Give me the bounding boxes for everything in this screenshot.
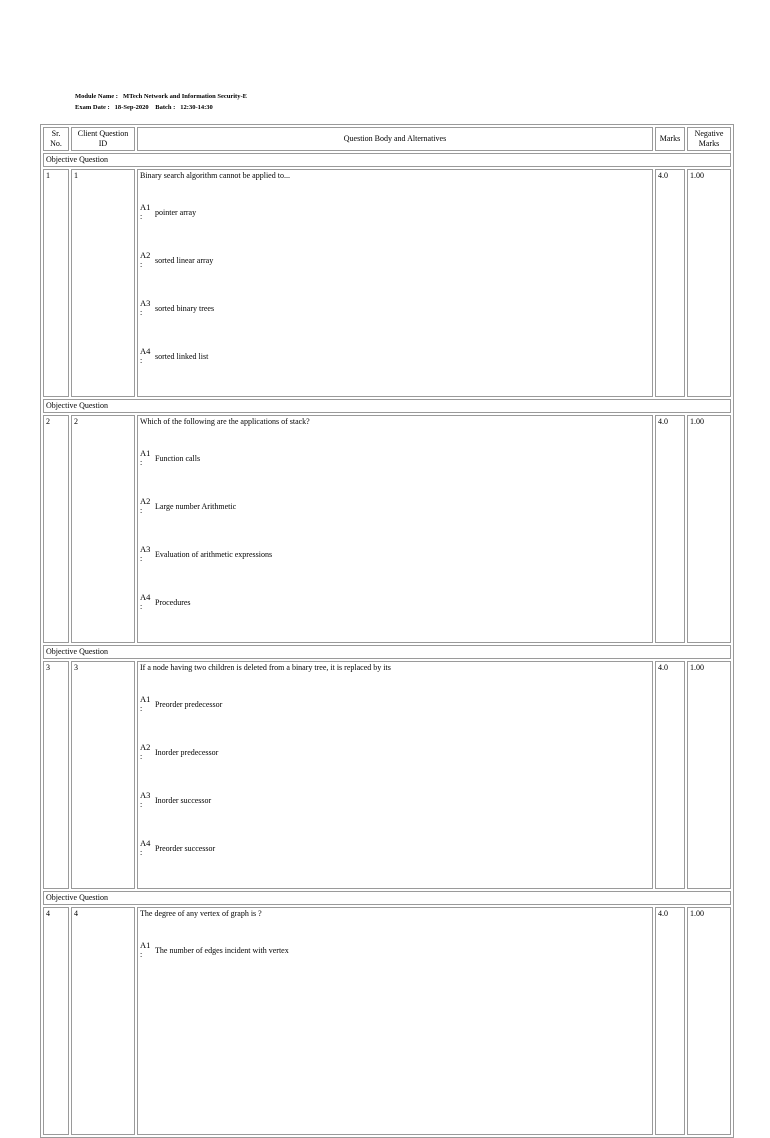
- alternative-text: sorted linear array: [155, 256, 214, 265]
- alternative-colon: :: [140, 554, 143, 563]
- section-row: [43, 153, 731, 167]
- alternative-number: A1: [140, 940, 151, 950]
- alternative-number: A4: [140, 838, 151, 848]
- alternative-label: [140, 695, 155, 713]
- table-header-row: [43, 127, 731, 151]
- alternative-label: [140, 593, 155, 611]
- sr-no-cell: 2: [43, 415, 69, 643]
- alternative-text: Evaluation of arithmetic expressions: [155, 550, 273, 559]
- alternative: [140, 839, 650, 887]
- client-question-id-cell: 4: [71, 907, 135, 1135]
- alternative-label: [140, 203, 155, 221]
- alternative: [140, 791, 650, 839]
- alternative-label: [140, 299, 155, 317]
- alternative: [140, 203, 650, 251]
- alternative-label: [140, 347, 155, 365]
- alternative-label: [140, 545, 155, 563]
- alternative: [140, 347, 650, 395]
- col-header-question-body: Question Body and Alternatives: [137, 127, 653, 151]
- alternative: [140, 941, 650, 989]
- alternative-text: The number of edges incident with vertex: [155, 946, 289, 955]
- alternative-colon: :: [140, 752, 143, 761]
- section-label: Objective Question: [43, 891, 731, 905]
- negative-marks-cell: 1.00: [687, 661, 731, 889]
- question-text: Binary search algorithm cannot be applied to...: [140, 171, 290, 180]
- question-table: [40, 124, 734, 1138]
- alternative-number: A3: [140, 298, 151, 308]
- alternative: [140, 449, 650, 497]
- alternative-colon: :: [140, 602, 143, 611]
- question-text: Which of the following are the applications of stack?: [140, 417, 310, 426]
- alternative-label: [140, 449, 155, 467]
- alternative-number: A3: [140, 544, 151, 554]
- alternative-text: Large number Arithmetic: [155, 502, 237, 511]
- alternative-label: [140, 791, 155, 809]
- alternative-text: Procedures: [155, 598, 191, 607]
- alternative-text: Function calls: [155, 454, 201, 463]
- question-body-cell: [137, 661, 653, 889]
- sr-no-cell: 4: [43, 907, 69, 1135]
- alternative-text: Preorder predecessor: [155, 700, 223, 709]
- alternative-label: [140, 251, 155, 269]
- question-row: [43, 169, 731, 397]
- alternative-colon: :: [140, 212, 143, 221]
- alternative-number: A2: [140, 496, 151, 506]
- alternative-text: Preorder successor: [155, 844, 216, 853]
- alternative-number: A2: [140, 250, 151, 260]
- alternative: [140, 743, 650, 791]
- alternative: [140, 545, 650, 593]
- alternative-text: pointer array: [155, 208, 197, 217]
- alternative-number: A1: [140, 694, 151, 704]
- question-sheet: [40, 124, 734, 1138]
- alternative-number: A3: [140, 790, 151, 800]
- alternative-number: A2: [140, 742, 151, 752]
- exam-date-label: Exam Date :: [75, 104, 110, 111]
- question-row: [43, 661, 731, 889]
- section-row: [43, 891, 731, 905]
- section-label: Objective Question: [43, 645, 731, 659]
- alternative-colon: :: [140, 800, 143, 809]
- question-body-cell: [137, 907, 653, 1135]
- sr-no-cell: 1: [43, 169, 69, 397]
- alternative-colon: :: [140, 704, 143, 713]
- client-question-id-cell: 1: [71, 169, 135, 397]
- negative-marks-cell: 1.00: [687, 415, 731, 643]
- alternative: [140, 497, 650, 545]
- section-row: [43, 645, 731, 659]
- batch-value: 12:30-14:30: [180, 104, 213, 111]
- module-name-value: MTech Network and Information Security-E: [122, 93, 247, 100]
- alternative-colon: :: [140, 848, 143, 857]
- alternative-label: [140, 941, 155, 959]
- alternative: [140, 299, 650, 347]
- alternative-number: A1: [140, 202, 151, 212]
- module-name-row: [75, 91, 252, 102]
- exam-date-value: 18-Sep-2020: [114, 104, 149, 111]
- section-label: Objective Question: [43, 399, 731, 413]
- marks-cell: 4.0: [655, 415, 685, 643]
- question-row: [43, 415, 731, 643]
- col-header-marks: Marks: [655, 127, 685, 151]
- module-name-label: Module Name :: [75, 93, 118, 100]
- marks-cell: 4.0: [655, 169, 685, 397]
- alternative-colon: :: [140, 260, 143, 269]
- marks-cell: 4.0: [655, 907, 685, 1135]
- alternative-colon: :: [140, 308, 143, 317]
- alternative-label: [140, 839, 155, 857]
- question-text: If a node having two children is deleted from a binary tree, it is replaced by its: [140, 663, 391, 672]
- question-body-cell: [137, 415, 653, 643]
- section-label: Objective Question: [43, 153, 731, 167]
- alternative: [140, 251, 650, 299]
- alternative-number: A4: [140, 592, 151, 602]
- marks-cell: 4.0: [655, 661, 685, 889]
- alternative-colon: :: [140, 506, 143, 515]
- col-header-negative-marks: Negative Marks: [687, 127, 731, 151]
- alternative: [140, 593, 650, 641]
- alternative-colon: :: [140, 356, 143, 365]
- alternative-text: sorted linked list: [155, 352, 209, 361]
- alternative-text: sorted binary trees: [155, 304, 215, 313]
- question-text: The degree of any vertex of graph is ?: [140, 909, 262, 918]
- negative-marks-cell: 1.00: [687, 169, 731, 397]
- alternative-label: [140, 497, 155, 515]
- alternative-text: Inorder predecessor: [155, 748, 219, 757]
- alternative-text: Inorder successor: [155, 796, 212, 805]
- question-row: [43, 907, 731, 1135]
- exam-date-row: [75, 102, 252, 113]
- alternative-colon: :: [140, 458, 143, 467]
- exam-header: [75, 91, 252, 113]
- alternative-colon: :: [140, 950, 143, 959]
- question-body-cell: [137, 169, 653, 397]
- client-question-id-cell: 2: [71, 415, 135, 643]
- client-question-id-cell: 3: [71, 661, 135, 889]
- sr-no-cell: 3: [43, 661, 69, 889]
- alternative-label: [140, 743, 155, 761]
- alternative-number: A4: [140, 346, 151, 356]
- alternative: [140, 695, 650, 743]
- alternative-number: A1: [140, 448, 151, 458]
- col-header-sr-no: Sr. No.: [43, 127, 69, 151]
- col-header-client-question-id: Client Question ID: [71, 127, 135, 151]
- batch-label: Batch :: [155, 104, 176, 111]
- negative-marks-cell: 1.00: [687, 907, 731, 1135]
- section-row: [43, 399, 731, 413]
